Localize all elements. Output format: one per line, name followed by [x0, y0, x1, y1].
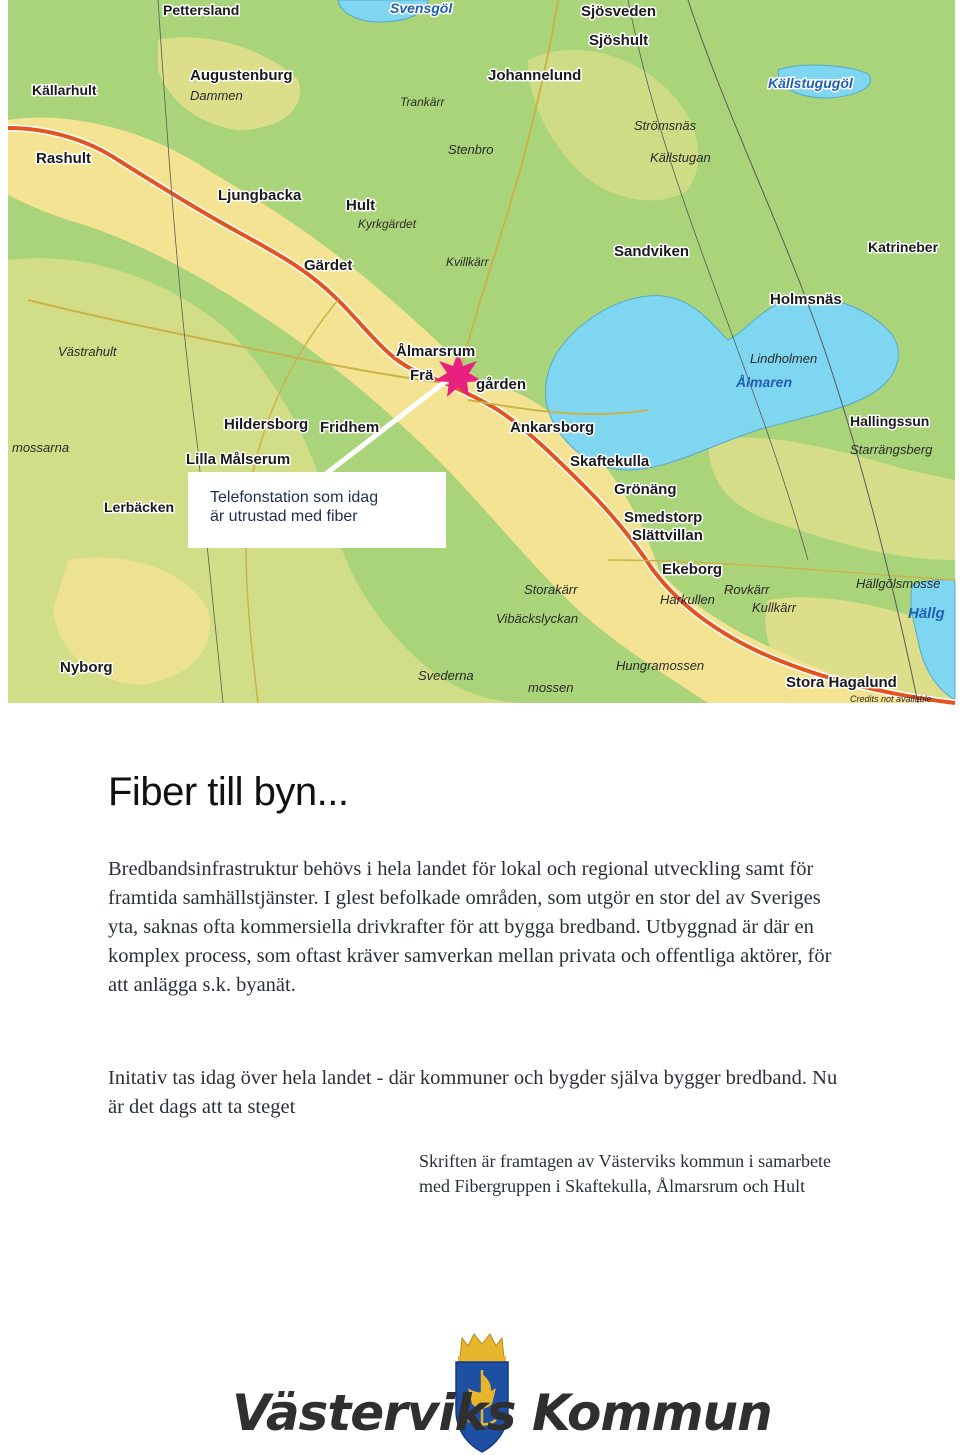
- place-label: Johannelund: [488, 67, 582, 84]
- place-label: Dammen: [190, 88, 243, 103]
- place-label: Svensgöl: [390, 0, 453, 16]
- place-label: Storakärr: [524, 582, 578, 597]
- place-label: Hildersborg: [224, 416, 309, 433]
- map-graphic: [8, 0, 955, 703]
- place-label: Hällgölsmosse: [856, 576, 941, 591]
- place-label: Ålmarsrum: [396, 343, 476, 360]
- page-title: Fiber till byn...: [108, 770, 349, 814]
- body-paragraph: Initativ tas idag över hela landet - där kommuner och bygder själva bygger bredband. Nu är det dags att ta steget: [108, 1067, 838, 1118]
- place-label: Ålmaren: [736, 374, 793, 390]
- place-label: Sandviken: [614, 243, 690, 260]
- place-label: Hallingssun: [850, 413, 930, 429]
- place-label: Holmsnäs: [770, 291, 842, 308]
- place-label: Ekeborg: [662, 561, 723, 578]
- place-label: Svederna: [418, 668, 474, 683]
- callout-line: är utrustad med fiber: [210, 508, 358, 525]
- place-label: Källstugugöl: [768, 75, 853, 91]
- place-label: Augustenburg: [190, 67, 293, 84]
- place-label: mossen: [528, 680, 574, 695]
- place-label: Gärdet: [304, 257, 353, 274]
- place-label: Västrahult: [58, 344, 117, 359]
- place-label: Hult: [346, 197, 376, 214]
- place-label: Frä: [410, 367, 434, 384]
- place-label: Grönäng: [614, 481, 677, 498]
- logo-word-right: Kommun: [532, 1384, 772, 1442]
- place-label: Källstugan: [650, 150, 711, 165]
- place-label: Nyborg: [60, 659, 113, 676]
- place-label: Sjösveden: [581, 3, 657, 20]
- place-label: Ljungbacka: [218, 187, 302, 204]
- body-paragraph: Bredbandsinfrastruktur behövs i hela landet för lokal och regional utveckling samt för framtida samhällstjänster. I glest befolkade områden, som utgör en stor del av Sveriges yta, saknas ofta kommersiella drivkrafter för att bygga bredband. Utbyggnad är där en komplex process, som oftast kräver samverkan mellan privata och offentliga aktörer, för att anlägga s.k. byanät.: [108, 858, 832, 996]
- place-label: Vibäckslyckan: [496, 611, 579, 626]
- place-label: Hällg: [908, 605, 945, 622]
- place-label: Ankarsborg: [510, 419, 595, 436]
- place-label: mossarna: [12, 440, 70, 455]
- place-label: Stora Hagalund: [786, 674, 897, 691]
- place-label: Fridhem: [320, 419, 380, 436]
- place-label: Kyrkgärdet: [358, 217, 417, 231]
- place-label: Harkullen: [660, 592, 715, 607]
- logo-word-left: Västerviks: [232, 1384, 516, 1442]
- callout-box: [188, 472, 446, 548]
- place-label: Smedstorp: [624, 509, 703, 526]
- place-label: Strömsnäs: [634, 118, 697, 133]
- place-label: Katrineber: [868, 239, 939, 255]
- place-label: Slättvillan: [632, 527, 703, 544]
- vasterviks-kommun-logo: [232, 1330, 772, 1455]
- place-label: Pettersland: [163, 2, 240, 18]
- place-label: Lerbäcken: [104, 499, 175, 515]
- place-label: Trankärr: [400, 95, 445, 109]
- place-label: Hungramossen: [616, 658, 705, 673]
- place-label: Skaftekulla: [570, 453, 650, 470]
- place-label: Kvillkärr: [446, 255, 489, 269]
- callout-line: Telefonstation som idag: [210, 489, 379, 506]
- map: [8, 0, 955, 703]
- map-credits: Credits not available: [850, 694, 932, 704]
- place-label: Rashult: [36, 150, 92, 167]
- credit-note: Skriften är framtagen av Västerviks kommun i samarbete med Fibergruppen i Skaftekulla, Ålmarsrum och Hult: [419, 1151, 832, 1196]
- place-label: Kullkärr: [752, 600, 797, 615]
- place-label: Stenbro: [448, 142, 494, 157]
- place-label: Källarhult: [32, 82, 97, 98]
- place-label: Sjöshult: [589, 32, 649, 49]
- place-label: Lilla Målserum: [186, 451, 291, 468]
- place-label: gården: [476, 376, 527, 393]
- place-label: Starrängsberg: [850, 442, 933, 457]
- place-label: Rovkärr: [724, 582, 770, 597]
- place-label: Lindholmen: [750, 351, 818, 366]
